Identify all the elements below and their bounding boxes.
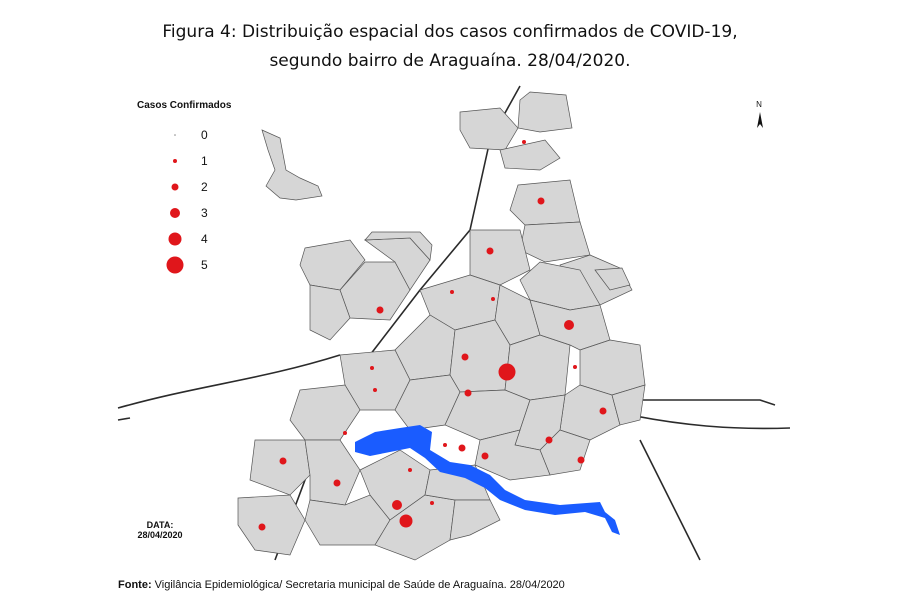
- legend-symbol-3: [170, 208, 180, 218]
- legend-label-0: 0: [201, 128, 208, 142]
- case-marker: [538, 198, 545, 205]
- neighborhood-c4: [450, 320, 510, 392]
- legend-label-3: 3: [201, 206, 208, 220]
- case-marker: [564, 320, 574, 330]
- legend-label-5: 5: [201, 258, 208, 272]
- road-south-short: [118, 418, 130, 420]
- date-value: 28/04/2020: [137, 530, 183, 540]
- neighborhood-c5: [505, 335, 570, 400]
- case-marker: [465, 390, 472, 397]
- case-marker: [522, 140, 526, 144]
- road-northeast: [640, 400, 775, 405]
- case-marker: [373, 388, 377, 392]
- legend-symbol-0: [174, 134, 176, 136]
- neighborhood-far-sw: [250, 440, 310, 495]
- case-marker: [462, 354, 469, 361]
- neighborhood-sw4: [238, 495, 305, 555]
- legend-symbol-4: [169, 233, 182, 246]
- case-marker: [334, 480, 341, 487]
- road-east: [630, 415, 790, 428]
- neighborhood-north-2: [460, 108, 518, 150]
- case-marker: [482, 453, 489, 460]
- neighborhood-n3: [470, 230, 530, 285]
- neighborhoods: [238, 92, 645, 560]
- case-marker: [370, 366, 374, 370]
- neighborhood-n1: [510, 180, 580, 225]
- road-southeast: [640, 440, 700, 560]
- north-label: N: [756, 100, 762, 109]
- case-marker: [546, 437, 553, 444]
- legend-symbol-5: [167, 257, 184, 274]
- neighborhood-north-3: [500, 140, 560, 170]
- figure-title-line2: segundo bairro de Araguaína. 28/04/2020.: [269, 51, 631, 71]
- case-marker: [377, 307, 384, 314]
- case-marker: [443, 443, 447, 447]
- case-marker: [487, 248, 494, 255]
- legend-symbol-1: [173, 159, 177, 163]
- neighborhood-sw2: [290, 385, 360, 440]
- neighborhood-ss5: [450, 500, 500, 540]
- case-marker: [459, 445, 466, 452]
- case-marker: [430, 501, 434, 505]
- source-note: [118, 579, 565, 591]
- legend-label-2: 2: [201, 180, 208, 194]
- source-text: Vigilância Epidemiológica/ Secretaria municipal de Saúde de Araguaína. 28/04/2020: [151, 579, 565, 591]
- legend-label-1: 1: [201, 154, 208, 168]
- neighborhood-sw3: [305, 440, 360, 505]
- case-marker: [499, 364, 516, 381]
- case-marker: [259, 524, 266, 531]
- case-marker: [280, 458, 287, 465]
- legend-label-4: 4: [201, 232, 208, 246]
- legend-symbol-2: [172, 184, 179, 191]
- figure-title-line1: Figura 4: Distribuição espacial dos casos confirmados de COVID-19,: [162, 22, 738, 42]
- case-marker: [573, 365, 577, 369]
- case-marker: [578, 457, 585, 464]
- case-marker: [408, 468, 412, 472]
- date-stamp: [130, 520, 190, 540]
- case-marker: [392, 500, 402, 510]
- neighborhood-n2: [520, 222, 590, 262]
- legend-title: Casos Confirmados: [137, 100, 232, 111]
- legend-markers: [167, 134, 184, 273]
- neighborhood-north-top: [518, 92, 572, 132]
- neighborhood-northwest-island: [262, 130, 322, 200]
- source-prefix: Fonte:: [118, 579, 152, 591]
- case-marker: [600, 408, 607, 415]
- case-marker: [450, 290, 454, 294]
- neighborhood-e2: [580, 340, 645, 395]
- date-label: DATA:: [146, 520, 174, 530]
- north-arrow-icon: [757, 112, 763, 128]
- case-marker: [343, 431, 347, 435]
- case-marker: [400, 515, 413, 528]
- case-marker: [491, 297, 495, 301]
